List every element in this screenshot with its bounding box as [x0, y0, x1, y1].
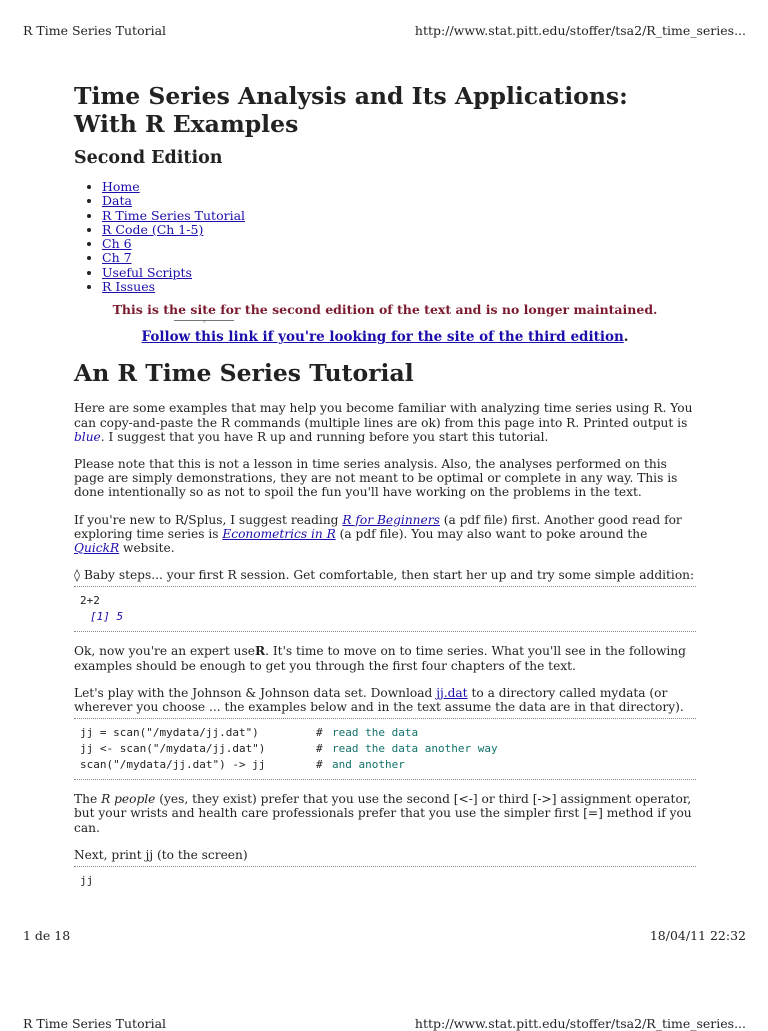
page-content	[74, 82, 696, 907]
code-line	[80, 741, 690, 757]
print-header-title: R Time Series Tutorial	[23, 23, 167, 38]
nav-item-scripts	[102, 266, 696, 280]
third-edition-link[interactable]: Follow this link if you're looking for the site of the third edition	[141, 329, 624, 346]
third-edition-period: .	[623, 329, 629, 346]
code-line	[80, 725, 690, 741]
jj-text-a: Let's play with the Johnson & Johnson data set. Download	[74, 685, 437, 700]
nav-item-data	[102, 194, 696, 208]
print-header-url: http://www.stat.pitt.edu/stoffer/tsa2/R_time_series...	[414, 23, 746, 38]
r-people-italic: R people	[101, 792, 156, 807]
baby-steps-text: Baby steps... your first R session. Get comfortable, then start her up and try some simple addition:	[84, 568, 695, 583]
code-comment: read the data another way	[332, 742, 498, 756]
code-output: [1] 5	[90, 610, 124, 624]
print-date: 18/04/11 22:32	[649, 928, 746, 943]
reading-text-d: website.	[119, 541, 175, 555]
code-block-scan	[74, 718, 696, 780]
diamond-icon: ◊	[74, 568, 81, 583]
expert-bold-r: R	[254, 644, 266, 659]
ornament-divider-icon: ᵓ	[174, 320, 234, 325]
code-line	[80, 757, 690, 773]
expert-paragraph	[74, 644, 696, 672]
nav-link-data[interactable]: Data	[102, 193, 132, 209]
page-title: Time Series Analysis and Its Applications: With R Examples	[74, 82, 628, 138]
nav-item-r-code	[102, 223, 696, 237]
nav-item-ch6	[102, 237, 696, 251]
nav-link-scripts[interactable]: Useful Scripts	[102, 264, 192, 280]
print-header	[23, 23, 746, 38]
reading-text-a: If you're new to R/Splus, I suggest reading	[74, 512, 343, 527]
expert-text-a: Ok, now you're an expert use	[74, 644, 255, 659]
section-title: An R Time Series Tutorial	[74, 359, 414, 388]
jj-paragraph	[74, 686, 696, 714]
third-edition-line	[74, 329, 696, 345]
assignment-text-b: (yes, they exist) prefer that you use the second [<-] or third [->] assignment operator, but your wrists and health care professionals prefer that you use the simpler first [=] method if you can.	[74, 792, 692, 835]
nav-item-home	[102, 180, 696, 194]
assignment-text-a: The	[74, 792, 102, 807]
code-comment: and another	[332, 758, 405, 772]
reading-text-c: (a pdf file). You may also want to poke around the	[335, 526, 648, 541]
reading-paragraph	[74, 513, 696, 556]
nav-link-tutorial[interactable]: R Time Series Tutorial	[102, 207, 246, 223]
baby-steps-paragraph	[74, 568, 696, 582]
print-footer	[23, 928, 746, 943]
maintenance-notice: This is the site for the second edition of the text and is no longer maintained.	[112, 302, 658, 318]
code-command: scan("/mydata/jj.dat") -> jj	[80, 758, 266, 772]
nav-item-issues	[102, 280, 696, 294]
code-block-addition	[74, 586, 696, 632]
r-for-beginners-link[interactable]: R for Beginners	[342, 512, 440, 527]
comment-hash: #	[316, 726, 323, 740]
intro-paragraph	[74, 401, 696, 444]
code-command: jj = scan("/mydata/jj.dat")	[80, 726, 259, 740]
disclaimer-paragraph: Please note that this is not a lesson in time series analysis. Also, the analyses performed on this page are simply demonstrations, they are not meant to be optimal or complete in any way. This is done intentionally so as not to spoil the fun you'll have working on the problems in the text.	[74, 456, 678, 500]
nav-link-ch6[interactable]: Ch 6	[102, 236, 132, 252]
comment-hash: #	[316, 758, 323, 772]
econometrics-link[interactable]: Econometrics in R	[222, 526, 336, 541]
nav-list	[74, 180, 696, 294]
page-number: 1 de 18	[23, 928, 71, 943]
edition-heading: Second Edition	[74, 148, 223, 168]
jj-text-b: to a directory called mydata (or wherever you choose ... the examples below and in the text assume the data are in that directory).	[74, 685, 684, 715]
intro-text: Here are some examples that may help you become familiar with analyzing time series using R. You can copy-and-paste the R commands (multiple lines are ok) from this page into R. Printed output is	[74, 401, 693, 430]
assignment-paragraph	[74, 792, 696, 835]
code-comment: read the data	[332, 726, 419, 740]
print-jj-paragraph: Next, print jj (to the screen)	[74, 847, 248, 862]
code-line	[80, 873, 690, 889]
comment-hash: #	[316, 742, 323, 756]
expert-text-b: . It's time to move on to time series. What you'll see in the following examples should be enough to get you through the first four chapters of the text.	[74, 644, 686, 673]
jj-dat-link[interactable]: jj.dat	[436, 685, 468, 700]
next-page-title: R Time Series Tutorial	[23, 1016, 167, 1031]
nav-link-r-code[interactable]: R Code (Ch 1-5)	[102, 221, 204, 237]
nav-item-ch7	[102, 251, 696, 265]
nav-item-tutorial	[102, 209, 696, 223]
code-command: jj <- scan("/mydata/jj.dat")	[80, 742, 266, 756]
quickr-link[interactable]: QuickR	[74, 541, 120, 555]
code-command: jj	[80, 874, 94, 888]
code-block-print	[74, 866, 696, 895]
code-command: 2+2	[80, 594, 100, 608]
code-line	[80, 593, 690, 609]
reading-text-b: (a pdf file) first. Another good read for exploring time series is	[74, 512, 682, 541]
next-page-url: http://www.stat.pitt.edu/stoffer/tsa2/R_time_series...	[414, 1016, 746, 1031]
intro-text-end: . I suggest that you have R up and running before you start this tutorial.	[100, 429, 549, 444]
blue-word: blue	[74, 429, 101, 444]
nav-link-ch7[interactable]: Ch 7	[102, 250, 132, 266]
nav-link-issues[interactable]: R Issues	[102, 279, 156, 295]
nav-link-home[interactable]: Home	[102, 179, 140, 194]
